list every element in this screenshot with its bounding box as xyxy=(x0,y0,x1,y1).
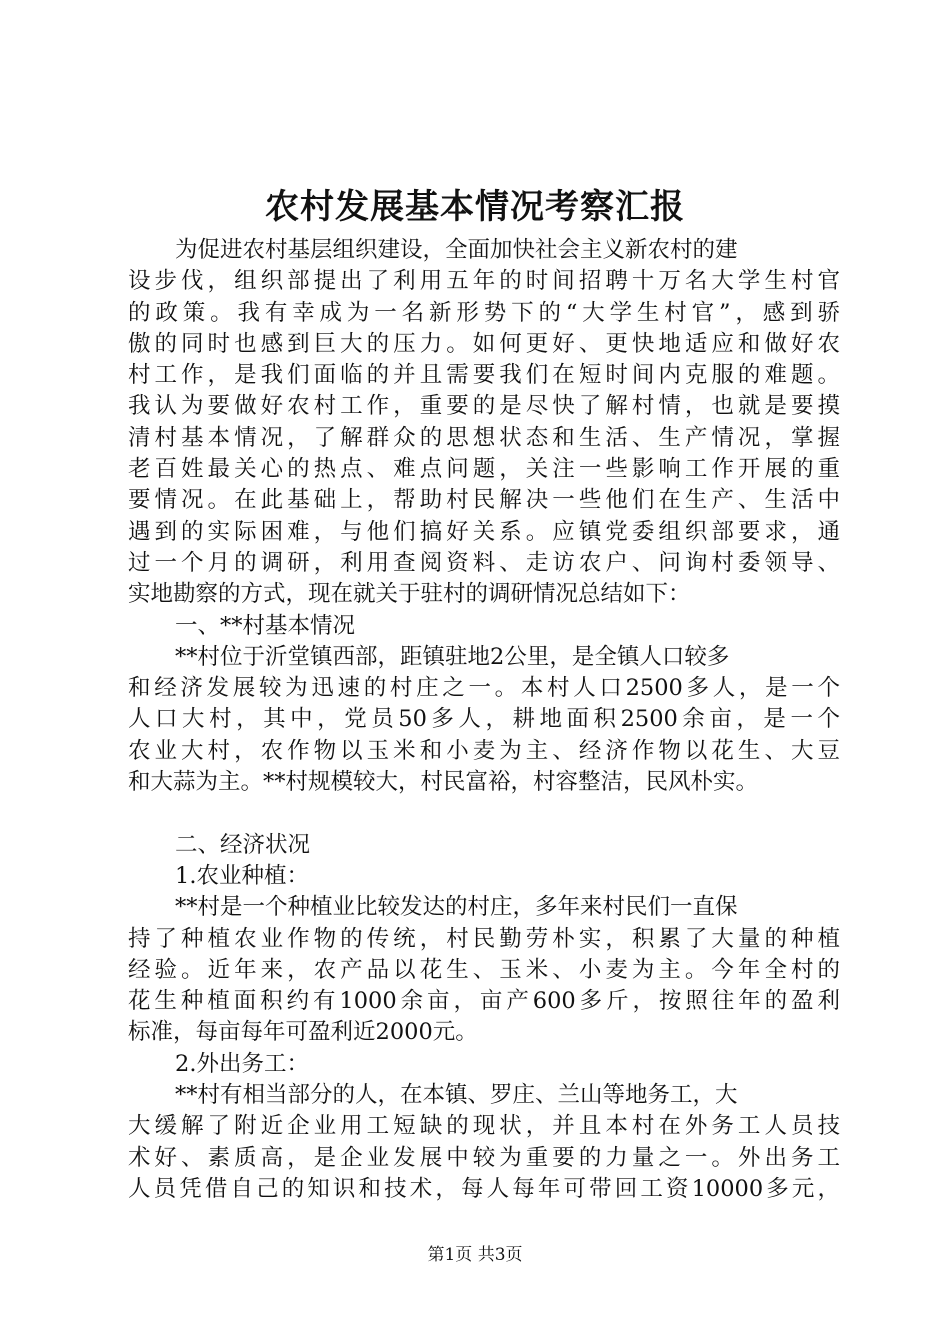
paragraph-line: **村有相当部分的人，在本镇、罗庄、兰山等地务工，大 xyxy=(175,1082,738,1109)
blank-line xyxy=(128,798,840,829)
paragraph-line: 实地勘察的方式，现在就关于驻村的调研情况总结如下： xyxy=(128,581,691,608)
paragraph-line: 人口大村，其中，党员50多人，耕地面积2500余亩，是一个 xyxy=(128,706,840,733)
subsection-heading: 2.外出务工： xyxy=(175,1050,309,1077)
paragraph-line: 术好、素质高，是企业发展中较为重要的力量之一。外出务工 xyxy=(128,1144,840,1171)
section-heading: 一、**村基本情况 xyxy=(175,612,356,639)
paragraph-line: 遇到的实际困难，与他们搞好关系。应镇党委组织部要求，通 xyxy=(128,518,840,545)
section-heading: 二、经济状况 xyxy=(175,831,311,858)
paragraph-line: **村是一个种植业比较发达的村庄，多年来村民们一直保 xyxy=(175,894,738,921)
paragraph-line: 我认为要做好农村工作，重要的是尽快了解村情，也就是要摸 xyxy=(128,393,840,420)
document-body xyxy=(128,235,840,1205)
paragraph-line: 的政策。我有幸成为一名新形势下的“大学生村官”，感到骄 xyxy=(128,299,840,326)
paragraph-line: 设步伐，组织部提出了利用五年的时间招聘十万名大学生村官 xyxy=(128,268,840,295)
paragraph-line: **村位于沂堂镇西部，距镇驻地2公里，是全镇人口较多 xyxy=(175,643,730,670)
paragraph-line: 人员凭借自己的知识和技术，每人每年可带回工资10000多元， xyxy=(128,1175,840,1202)
paragraph-line: 过一个月的调研，利用查阅资料、走访农户、问询村委领导、 xyxy=(128,549,840,576)
paragraph-line: 要情况。在此基础上，帮助村民解决一些他们在生产、生活中 xyxy=(128,487,840,514)
paragraph-line: 村工作，是我们面临的并且需要我们在短时间内克服的难题。 xyxy=(128,362,840,389)
paragraph-line: 和大蒜为主。**村规模较大，村民富裕，村容整洁，民风朴实。 xyxy=(128,769,759,796)
paragraph-line: 花生种植面积约有1000余亩，亩产600多斤，按照往年的盈利 xyxy=(128,988,840,1015)
subsection-heading: 1.农业种植： xyxy=(175,862,309,889)
paragraph-line: 农业大村，农作物以玉米和小麦为主、经济作物以花生、大豆 xyxy=(128,737,840,764)
paragraph-line: 持了种植农业作物的传统，村民勤劳朴实，积累了大量的种植 xyxy=(128,925,840,952)
paragraph-line: 傲的同时也感到巨大的压力。如何更好、更快地适应和做好农 xyxy=(128,330,840,357)
paragraph-line: 和经济发展较为迅速的村庄之一。本村人口2500多人，是一个 xyxy=(128,675,840,702)
document-title: 农村发展基本情况考察汇报 xyxy=(265,187,685,227)
paragraph-line: 为促进农村基层组织建设，全面加快社会主义新农村的建 xyxy=(175,237,738,263)
paragraph-line: 清村基本情况，了解群众的思想状态和生活、生产情况，掌握 xyxy=(128,424,840,451)
paragraph-line: 大缓解了附近企业用工短缺的现状，并且本村在外务工人员技 xyxy=(128,1113,840,1140)
paragraph-line: 标准，每亩每年可盈利近2000元。 xyxy=(128,1019,478,1046)
paragraph-line: 经验。近年来，农产品以花生、玉米、小麦为主。今年全村的 xyxy=(128,956,840,983)
page-number-footer: 第1页 共3页 xyxy=(427,1245,523,1265)
paragraph-line: 老百姓最关心的热点、难点问题，关注一些影响工作开展的重 xyxy=(128,456,840,483)
